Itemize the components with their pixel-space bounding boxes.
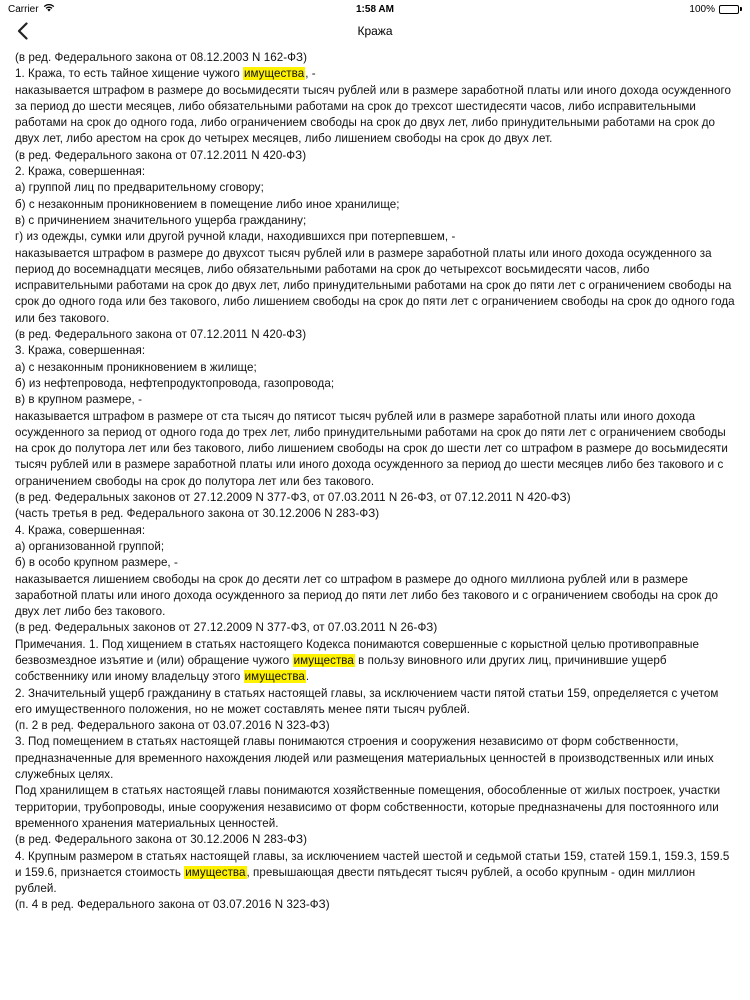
paragraph-text: 4. Крупным размером в статьях настоящей главы, за исключением частей шестой и седьмой статьи 159, статей 159.1, 159.3, 159.5 и 159.6, признается стоимость xyxy=(15,849,730,879)
paragraph-text: Под хранилищем в статьях настоящей главы понимаются хозяйственные помещения, обособленные от жилых построек, участки территории, трубопроводы, иные сооружения независимо от форм собственности, которые предназначены для постоянного или временного хранения материальных ценностей. xyxy=(15,784,721,830)
article-paragraph xyxy=(15,343,735,359)
paragraph-text: Примечания. 1. Под хищением в статьях настоящего Кодекса понимаются совершенные с корыстной целью противоправные безвозмездное изъятие и (или) обращение чужого xyxy=(15,637,699,667)
paragraph-text: (п. 4 в ред. Федерального закона от 03.07.2016 N 323-ФЗ) xyxy=(15,898,330,912)
status-left xyxy=(8,3,208,15)
article-paragraph xyxy=(15,360,735,376)
paragraph-text: 2. Значительный ущерб гражданину в статьях настоящей главы, за исключением части пятой статьи 159, определяется с учетом его имущественного положения, но не может составлять менее пяти тысяч рублей. xyxy=(15,686,719,716)
paragraph-text: в пользу виновного или других лиц, причинившие ущерб собственнику или иному владельцу этого xyxy=(15,653,667,684)
paragraph-text: 1. Кража, то есть тайное хищение чужого xyxy=(15,67,243,81)
article-paragraph xyxy=(15,180,735,196)
battery-percent: 100% xyxy=(689,3,715,15)
battery-icon xyxy=(719,5,742,14)
paragraph-text: . xyxy=(305,670,310,684)
paragraph-text: а) организованной группой; xyxy=(15,539,165,553)
paragraph-text: , превышающая двести пятьдесят тысяч рублей, а особо крупным - один миллион рублей. xyxy=(15,865,696,896)
paragraph-text: в) в крупном размере, - xyxy=(15,393,142,407)
paragraph-text: (в ред. Федерального закона от 07.12.2011 N 420-ФЗ) xyxy=(15,328,307,342)
page-title: Кража xyxy=(357,24,393,38)
article-paragraph xyxy=(15,83,735,148)
paragraph-text: а) группой лиц по предварительному сговору; xyxy=(15,181,264,195)
chevron-left-icon xyxy=(17,22,28,40)
article-paragraph xyxy=(15,718,735,734)
article-paragraph xyxy=(15,376,735,392)
back-button[interactable] xyxy=(12,20,32,42)
article-paragraph xyxy=(15,213,735,229)
article-paragraph xyxy=(15,572,735,621)
article-paragraph xyxy=(15,539,735,555)
search-highlight: имущества xyxy=(293,653,354,667)
article-paragraph xyxy=(15,164,735,180)
paragraph-text: 3. Кража, совершенная: xyxy=(15,344,146,358)
status-bar xyxy=(0,0,750,18)
paragraph-text: наказывается штрафом в размере до восьмидесяти тысяч рублей или в размере заработной платы или иного дохода осужденного за период до шести месяцев, либо обязательными работами на срок до трехсот шестидесяти часов, либо исправительными работами на срок до одного года, либо ограничением свободы на срок до двух лет, либо принудительными работами на срок до двух лет, либо арестом на срок до четырех месяцев, либо лишением свободы на срок до двух лет. xyxy=(15,83,732,146)
article-paragraph xyxy=(15,897,735,913)
paragraph-text: б) в особо крупном размере, - xyxy=(15,556,178,570)
paragraph-text: наказывается штрафом в размере до двухсот тысяч рублей или в размере заработной платы или иного дохода осужденного за период до восемнадцати месяцев, либо обязательными работами на срок до четырехсот восьмидесяти часов, либо исправительными работами на срок до двух лет, либо принудительными работами на срок до пяти лет с ограничением свободы на срок до одного года или без такового, либо лишением свободы на срок до пяти лет с ограничением свободы на срок до одного года или без такового. xyxy=(15,246,735,325)
paragraph-text: (в ред. Федерального закона от 07.12.2011 N 420-ФЗ) xyxy=(15,148,307,162)
article-paragraph xyxy=(15,620,735,636)
article-paragraph xyxy=(15,849,735,898)
article-paragraph xyxy=(15,50,735,66)
article-paragraph xyxy=(15,148,735,164)
search-highlight: имущества xyxy=(185,865,246,879)
paragraph-text: наказывается лишением свободы на срок до десяти лет со штрафом в размере до одного миллиона рублей или в размере заработной платы или иного дохода осужденного за период до пяти лет либо без такового и с ограничением свободы на срок до двух лет либо без такового. xyxy=(15,572,719,619)
paragraph-text: (в ред. Федерального закона от 30.12.2006 N 283-ФЗ) xyxy=(15,833,307,847)
paragraph-text: (часть третья в ред. Федерального закона от 30.12.2006 N 283-ФЗ) xyxy=(15,507,380,521)
paragraph-text: (п. 2 в ред. Федерального закона от 03.07.2016 N 323-ФЗ) xyxy=(15,719,330,733)
article-paragraph xyxy=(15,555,735,571)
article-paragraph xyxy=(15,523,735,539)
paragraph-text: 3. Под помещением в статьях настоящей главы понимаются строения и сооружения независимо от форм собственности, предназначенные для временного нахождения людей или размещения материальных ценностей в производственных или иных служебных целях. xyxy=(15,735,714,782)
paragraph-text: а) с незаконным проникновением в жилище; xyxy=(15,360,257,374)
article-paragraph xyxy=(15,506,735,522)
paragraph-text: 2. Кража, совершенная: xyxy=(15,165,146,179)
article-paragraph xyxy=(15,246,735,327)
paragraph-text: в) с причинением значительного ущерба гражданину; xyxy=(15,213,307,227)
paragraph-text: б) с незаконным проникновением в помещение либо иное хранилище; xyxy=(15,197,400,211)
article-paragraph xyxy=(15,392,735,408)
article-paragraph xyxy=(15,197,735,213)
paragraph-text: б) из нефтепровода, нефтепродуктопровода, газопровода; xyxy=(15,376,335,390)
search-highlight: имущества xyxy=(244,670,305,684)
article-paragraph xyxy=(15,66,735,82)
article-paragraph xyxy=(15,327,735,343)
article-paragraph xyxy=(15,686,735,719)
paragraph-text: (в ред. Федеральных законов от 27.12.2009 N 377-ФЗ, от 07.03.2011 N 26-ФЗ, от 07.12.2011 N 420-ФЗ) xyxy=(15,491,571,505)
article-paragraph xyxy=(15,637,735,686)
paragraph-text: (в ред. Федеральных законов от 27.12.2009 N 377-ФЗ, от 07.03.2011 N 26-ФЗ) xyxy=(15,621,438,635)
carrier-label: Carrier xyxy=(8,3,39,15)
paragraph-text: наказывается штрафом в размере от ста тысяч до пятисот тысяч рублей или в размере заработной платы или иного дохода осужденного за период от одного года до трех лет, либо принудительными работами на срок до пяти лет с ограничением свободы на срок до полутора лет или без такового, либо лишением свободы на срок до шести лет со штрафом в размере до восьмидесяти тысяч рублей или в размере заработной платы или иного дохода осужденного за период до шести месяцев либо без такового и с ограничением свободы на срок до полутора лет или без такового. xyxy=(15,409,728,488)
status-right xyxy=(542,4,742,15)
article-paragraph xyxy=(15,490,735,506)
paragraph-text: (в ред. Федерального закона от 08.12.2003 N 162-ФЗ) xyxy=(15,51,307,64)
navigation-bar xyxy=(0,18,750,44)
paragraph-text: г) из одежды, сумки или другой ручной клади, находившихся при потерпевшем, - xyxy=(15,230,456,244)
wifi-icon xyxy=(43,3,55,15)
search-highlight: имущества xyxy=(243,67,305,81)
article-text xyxy=(0,44,750,914)
article-paragraph xyxy=(15,832,735,848)
status-time: 1:58 AM xyxy=(356,3,394,15)
article-paragraph xyxy=(15,783,735,832)
paragraph-text: , - xyxy=(305,67,316,81)
article-paragraph xyxy=(15,734,735,783)
article-paragraph xyxy=(15,229,735,245)
article-paragraph xyxy=(15,409,735,490)
paragraph-text: 4. Кража, совершенная: xyxy=(15,523,146,537)
